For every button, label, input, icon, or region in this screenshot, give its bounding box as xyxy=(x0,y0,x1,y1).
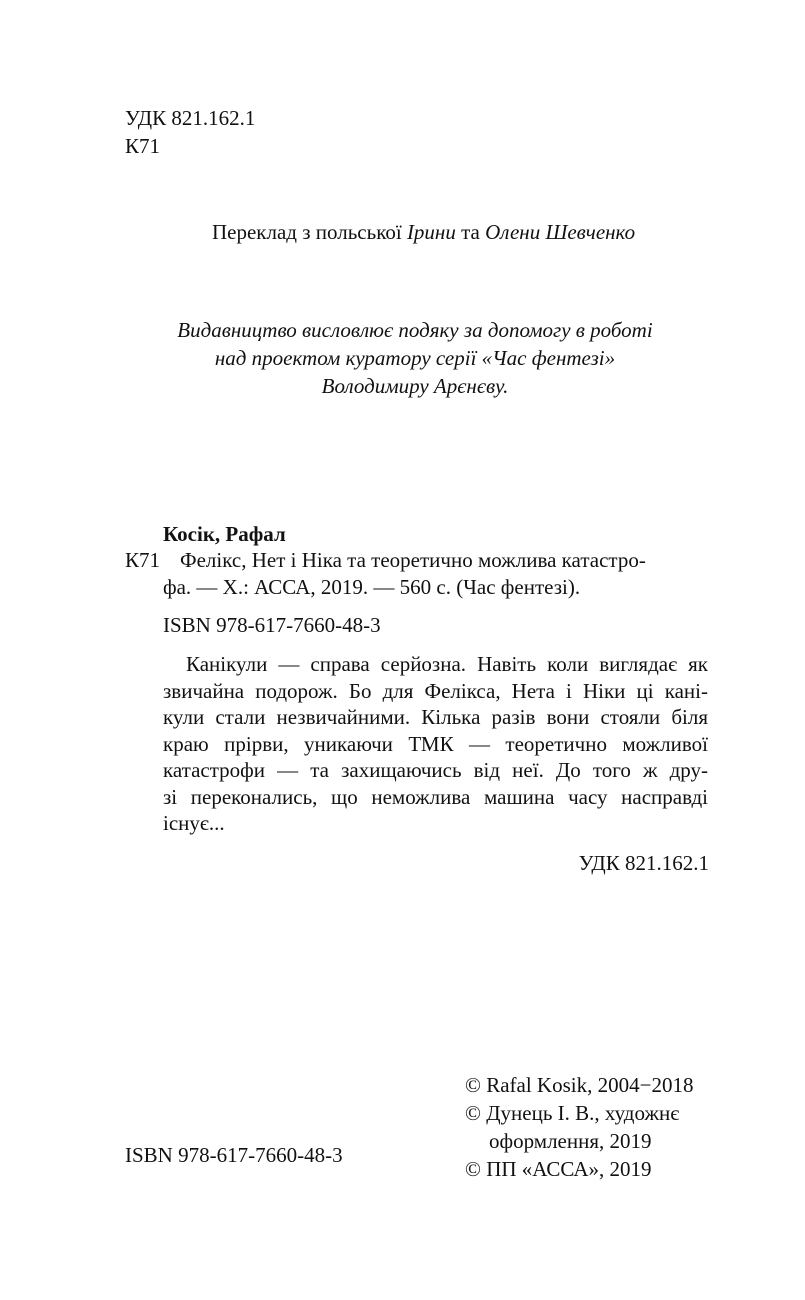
isbn-main: ISBN 978-617-7660-48-3 xyxy=(163,613,381,637)
annotation-line: катастрофи — та захищаючись від неї. До того ж дру- xyxy=(163,758,708,782)
translation-prefix: Переклад з польської xyxy=(212,220,407,244)
translation-credit xyxy=(212,218,635,246)
copyright-line: оформлення, 2019 xyxy=(489,1129,652,1153)
udk-header xyxy=(125,104,255,160)
annotation-line: кули стали незвичайними. Кілька разів вони стояли біля xyxy=(163,705,708,729)
isbn-footer: ISBN 978-617-7660-48-3 xyxy=(125,1143,343,1167)
acknowledgement-line: Видавництво висловлює подяку за допомогу в роботі xyxy=(177,318,653,342)
annotation-line: краю прірви, уникаючи ТМК — теоретично можливої xyxy=(163,732,708,756)
udk-code: УДК 821.162.1 xyxy=(125,106,256,130)
translator-second-name: Олени Шевченко xyxy=(485,220,636,244)
copyright-line: © Дунець І. В., художнє xyxy=(465,1101,680,1125)
annotation-line: звичайна подорож. Бо для Фелікса, Нета і Ніки ці кані- xyxy=(163,679,708,703)
annotation-line: Канікули — справа серйозна. Навіть коли виглядає як xyxy=(186,652,708,676)
annotation-line: існує... xyxy=(163,811,225,835)
author-name: Косік, Рафал xyxy=(163,522,286,546)
acknowledgement-line: Володимиру Арєнєву. xyxy=(321,374,509,398)
udk-annotation: УДК 821.162.1 xyxy=(578,851,709,875)
acknowledgement-line: над проектом куратору серії «Час фентезі» xyxy=(214,346,616,370)
biblio-description-line: фа. — Х.: АССА, 2019. — 560 с. (Час фентезі). xyxy=(163,575,581,599)
annotation-line: зі переконались, що неможлива машина часу насправді xyxy=(163,785,708,809)
author-code: К71 xyxy=(125,134,161,158)
biblio-author-code: К71 xyxy=(125,548,161,572)
acknowledgement xyxy=(120,316,710,400)
copyright-line: © ПП «АССА», 2019 xyxy=(465,1157,652,1181)
copyright-block xyxy=(465,1071,693,1183)
translation-conjunction: та xyxy=(455,220,486,244)
translator-first-name: Ірини xyxy=(406,220,456,244)
biblio-description-line: Фелікс, Нет і Ніка та теоретично можлива катастро- xyxy=(180,548,646,572)
copyright-line: © Rafal Kosik, 2004−2018 xyxy=(465,1073,694,1097)
